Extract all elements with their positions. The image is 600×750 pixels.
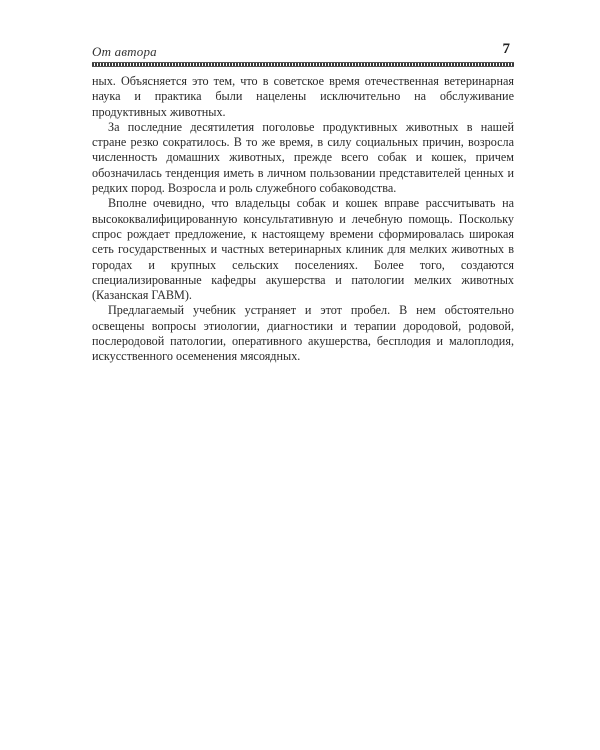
running-title: От автора	[92, 44, 157, 59]
header-divider	[92, 62, 514, 67]
body-text	[92, 74, 514, 365]
paragraph-3: Вполне очевидно, что владельцы собак и кошек вправе рассчитывать на высококвалифицированную консультативную и лечебную помощь. Поскольку спрос рождает предложение, к настоящему времени сформировалась широкая сеть государственных и частных ветеринарных клиник для мелких животных в городах и крупных сельских поселениях. Более того, создаются специализированные кафедры акушерства и патологии мелких животных (Казанская ГАВМ).	[92, 196, 514, 303]
paragraph-2: За последние десятилетия поголовье продуктивных животных в нашей стране резко сократилось. В то же время, в силу социальных причин, возросла численность домашних животных, прежде всего собак и кошек, причем обозначилась тенденция иметь в личном пользовании представителей ценных и редких пород. Возросла и роль служебного собаководства.	[92, 119, 514, 196]
paragraph-1: ных. Объясняется это тем, что в советское время отечественная ветеринарная наука и практика были нацелены исключительно на обслуживание продуктивных животных.	[92, 74, 514, 119]
page-header	[92, 41, 514, 64]
paragraph-4: Предлагаемый учебник устраняет и этот пробел. В нем обстоятельно освещены вопросы этиологии, диагностики и терапии дородовой, родовой, послеродовой патологии, оперативного акушерства, бесплодия и малоплодия, искусственного осеменения мясоядных.	[92, 303, 514, 364]
page-number: 7	[502, 41, 510, 57]
